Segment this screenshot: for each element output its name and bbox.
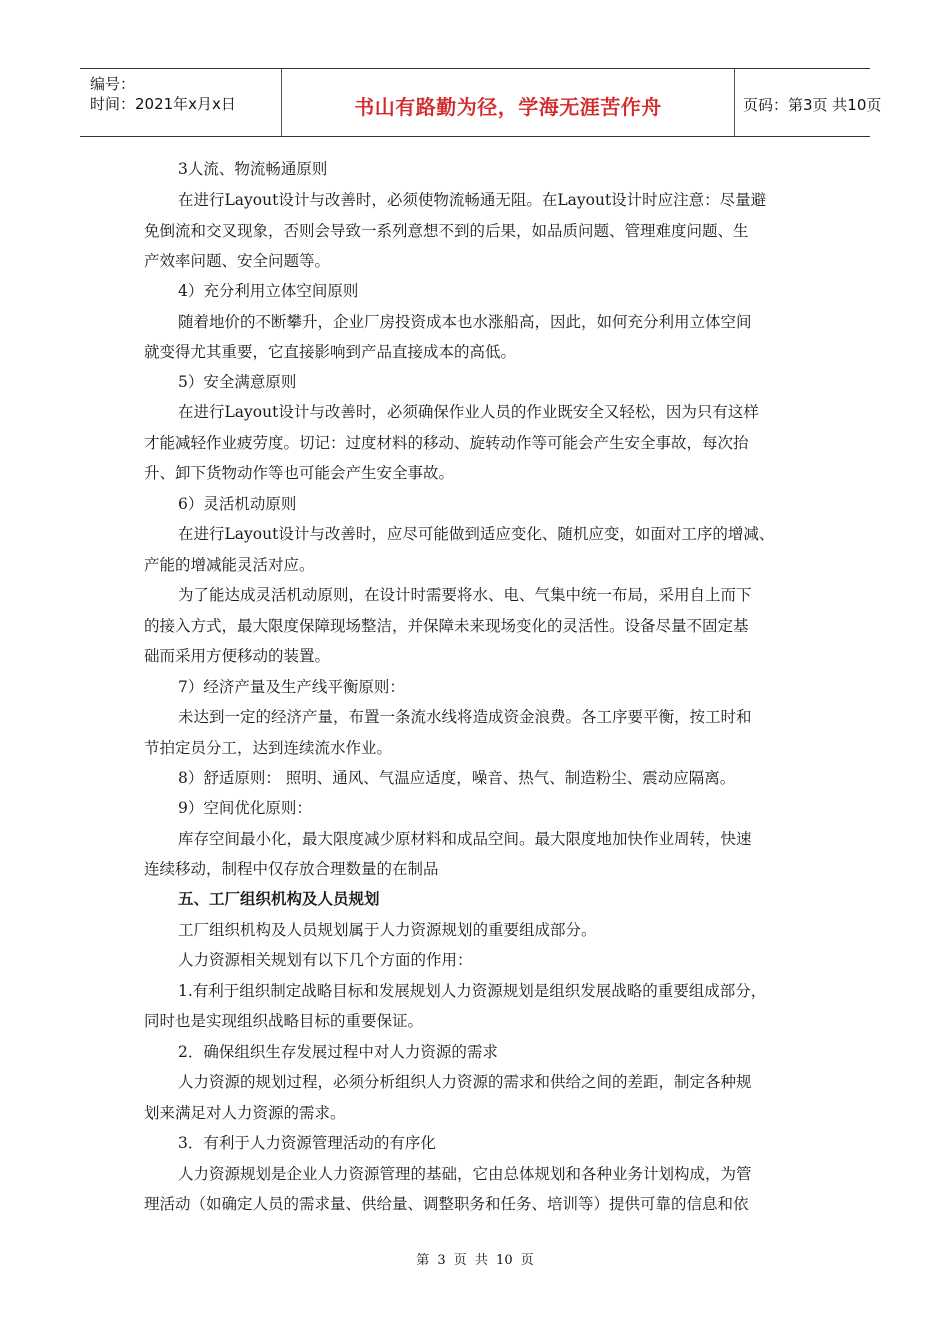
header-table [80,68,882,137]
text-line: 理活动（如确定人员的需求量、供给量、调整职务和任务、培训等）提供可靠的信息和依 [144,1195,749,1213]
heading-line: 3人流、物流畅通原则 [178,160,328,178]
page-footer: 第 3 页 共 10 页 [416,1253,534,1268]
heading-line: 8）舒适原则： 照明、通风、气温应适度，噪音、热气、制造粉尘、震动应隔离。 [178,769,736,787]
heading-line: 5）安全满意原则 [178,373,297,391]
text-line: 人力资源的规划过程，必须分析组织人力资源的需求和供给之间的差距，制定各种规 [178,1073,752,1091]
text-line: 才能减轻作业疲劳度。切记：过度材料的移动、旋转动作等可能会产生安全事故，每次抬 [144,434,749,452]
text-line: 产效率问题、安全问题等。 [144,252,331,270]
heading-line: 9）空间优化原则： [178,799,312,817]
header-motto-cell [281,69,735,136]
section-heading: 五、工厂组织机构及人员规划 [178,890,380,908]
text-line: 在进行Layout设计与改善时，必须确保作业人员的作业既安全又轻松，因为只有这样 [178,403,759,421]
heading-line: 7）经济产量及生产线平衡原则： [178,678,405,696]
text-line: 础而采用方便移动的装置。 [144,647,331,665]
page-code: 页码：第3页 共10页 [743,96,882,114]
heading-line: 6）灵活机动原则 [178,495,297,513]
text-line: 连续移动，制程中仅存放合理数量的在制品 [144,860,439,878]
text-line: 免倒流和交叉现象，否则会导致一系列意想不到的后果，如品质问题、管理难度问题、生 [144,222,749,240]
text-line: 工厂组织机构及人员规划属于人力资源规划的重要组成部分。 [178,921,597,939]
header-info-cell [80,69,281,136]
text-line: 同时也是实现组织战略目标的重要保证。 [144,1012,424,1030]
text-line: 人力资源相关规划有以下几个方面的作用： [178,951,473,969]
heading-line: 3．有利于人力资源管理活动的有序化 [178,1134,436,1152]
text-line: 的接入方式，最大限度保障现场整洁，并保障未来现场变化的灵活性。设备尽量不固定基 [144,617,749,635]
text-line: 在进行Layout设计与改善时，必须使物流畅通无阻。在Layout设计时应注意：尽量避 [178,191,767,209]
text-line: 产能的增减能灵活对应。 [144,556,315,574]
heading-line: 2．确保组织生存发展过程中对人力资源的需求 [178,1043,498,1061]
date-text: 时间：2021年x月x日 [90,95,236,113]
text-line: 为了能达成灵活机动原则，在设计时需要将水、电、气集中统一布局，采用自上而下 [178,586,752,604]
text-line: 1.有利于组织制定战略目标和发展规划人力资源规划是组织发展战略的重要组成部分， [178,982,767,1000]
text-line: 就变得尤其重要，它直接影响到产品直接成本的高低。 [144,343,517,361]
text-line: 库存空间最小化，最大限度减少原材料和成品空间。最大限度地加快作业周转，快速 [178,830,752,848]
text-line: 人力资源规划是企业人力资源管理的基础，它由总体规划和各种业务计划构成，为管 [178,1165,752,1183]
text-line: 未达到一定的经济产量，布置一条流水线将造成资金浪费。各工序要平衡，按工时和 [178,708,752,726]
text-line: 随着地价的不断攀升，企业厂房投资成本也水涨船高，因此，如何充分利用立体空间 [178,313,752,331]
text-line: 在进行Layout设计与改善时，应尽可能做到适应变化、随机应变，如面对工序的增减、 [178,525,775,543]
text-line: 节拍定员分工，达到连续流水作业。 [144,739,393,757]
heading-line: 4）充分利用立体空间原则 [178,282,359,300]
serial-label: 编号： [90,75,136,93]
text-line: 升、卸下货物动作等也可能会产生安全事故。 [144,464,455,482]
header-page-cell [733,69,882,136]
motto-text: 书山有路勤为径，学海无涯苦作舟 [354,95,662,119]
text-line: 划来满足对人力资源的需求。 [144,1104,346,1122]
